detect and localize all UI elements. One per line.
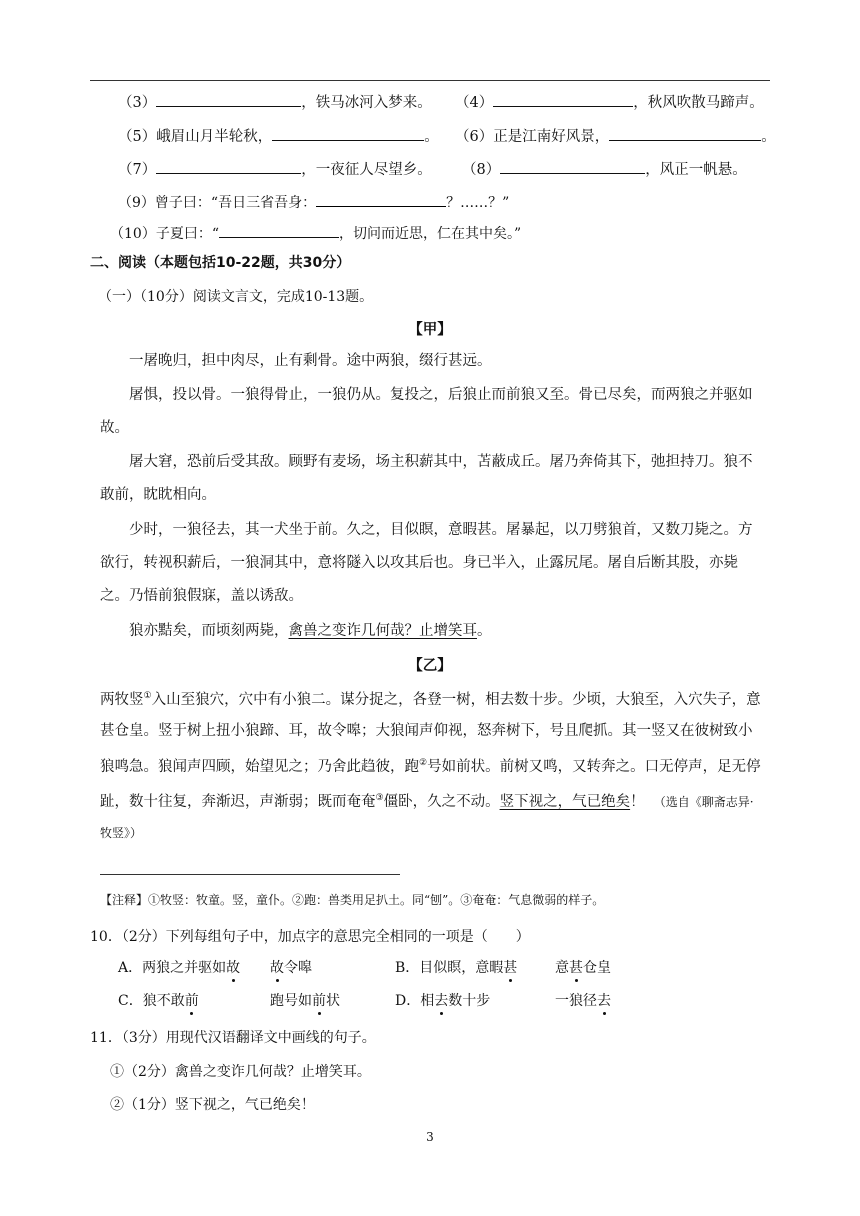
poem-line: ，切问而近思，仁在其中矣。” [338,226,522,242]
dotted-char: 去 [597,993,611,1009]
text: 两牧竖 [100,691,144,708]
text: 入山至狼穴，穴中有小狼二。谋分捉之，各登一树，相去数十步。少顷，大狼至，入穴失子，意甚仓皇。竖于树上扭小狼蹄、耳，故令嗥；大狼闻声仰视，怒奔树下，号且爬抓。其一竖又在彼树致小狼鸣急。狼闻声四顾，始望见之；乃舍此趋彼，跑 [100,691,761,775]
source-citation: （选自《聊斋志异·牧竖》） [100,794,754,841]
text: ！ [630,793,645,810]
q9-item-4 [455,91,764,112]
q10-option-a-2 [270,957,312,977]
q9-item-7 [118,158,432,179]
text: 。 [477,623,492,639]
option-label: B． [395,960,420,976]
poem-line: （9）曾子曰：“吾日三省吾身： [118,195,317,211]
footnote-rule [100,874,400,875]
jia-paragraph-2 [100,379,765,445]
annotation-note: 【注释】①牧竖：牧童。竖，童仆。②跑：兽类用足扒土。同“刨”。③奄奄：气息微弱的样子。 [100,893,605,907]
text: 狼不敢 [142,993,185,1009]
q10-option-d-2 [555,990,611,1010]
answer-blank[interactable] [609,126,761,141]
jia-paragraph-1 [100,345,765,378]
text: 数十步 [448,993,491,1009]
text: 意 [555,960,569,976]
footnote-mark: ③ [375,793,384,804]
q9-item-10 [110,223,521,243]
item-label: （4） [455,95,494,111]
option-label: A． [118,960,143,976]
jia-paragraph-4 [100,514,765,613]
poem-line: （6）正是江南好风景， [455,129,610,145]
poem-line: ，一夜征人尽望乡。 [301,162,432,178]
dotted-char: 去 [434,993,449,1009]
q10-option-d[interactable] [395,990,490,1010]
q10-option-a[interactable] [118,957,240,977]
text: 屠大窘，恐前后受其敌。顾野有麦场，场主积薪其中，苫蔽成丘。屠乃奔倚其下，弛担持刀。狼不敢前，眈眈相向。 [100,454,753,503]
punct: 。 [424,129,439,145]
answer-blank[interactable] [316,192,446,207]
header-rule [90,80,770,81]
text: 屠惧，投以骨。一狼得骨止，一狼仍从。复投之，后狼止而前狼又至。骨已尽矣，而两狼之并驱如故。 [100,387,753,436]
jia-paragraph-3 [100,446,765,512]
text: 两狼之并驱如 [142,960,227,976]
q10-stem: 10．（2分）下列每组句子中，加点字的意思完全相同的一项是（ ） [90,929,530,945]
page-number: 3 [426,1130,434,1144]
answer-blank[interactable] [272,126,424,141]
part-title: （一）（10分）阅读文言文，完成10-13题。 [98,289,374,305]
text: 一狼径 [555,993,597,1009]
poem-line: ，秋风吹散马蹄声。 [633,95,764,111]
item-label: （3） [118,95,157,111]
q10-option-c-2 [270,990,340,1010]
q11-item-2: ②（1分）竖下视之，气已绝矣！ [110,1097,315,1113]
heading-yi: 【乙】 [408,658,452,674]
q10-option-b-2 [555,957,611,977]
q9-item-9 [118,192,509,212]
poem-line: （5）峨眉山月半轮秋， [118,129,273,145]
punct: ？……？” [446,195,510,211]
underlined-sentence: 竖下视之，气已绝矣 [499,793,631,810]
jia-paragraph-5 [100,615,765,648]
text: 一屠晚归，担中肉尽，止有剩骨。途中两狼，缀行甚远。 [129,353,492,369]
q9-item-5 [118,125,439,146]
q11-stem: 11．（3分）用现代汉语翻译文中画线的句子。 [90,1030,376,1046]
item-label: （7） [118,162,157,178]
text: 状 [326,993,340,1009]
dotted-char: 故 [270,960,284,976]
text: 仓皇 [583,960,611,976]
heading-jia: 【甲】 [408,322,452,338]
dotted-char: 故 [226,960,241,976]
punct: 。 [761,129,776,145]
q9-item-8 [462,158,747,179]
dotted-char: 甚 [569,960,583,976]
option-label: C． [118,993,143,1009]
poem-line: ，风正一帆悬。 [645,162,747,178]
underlined-sentence: 禽兽之变诈几何哉？止增笑耳 [288,623,477,639]
text: 目似瞑，意暇 [419,960,504,976]
q10-option-c[interactable] [118,990,199,1010]
text: 相 [420,993,435,1009]
dotted-char: 甚 [503,960,518,976]
q9-item-3 [118,91,432,112]
q10-option-b[interactable] [395,957,517,977]
text: 令嗥 [284,960,312,976]
section-title: 二、阅读（本题包括10-22题，共30分） [90,255,351,271]
dotted-char: 前 [312,993,326,1009]
footnote-mark: ① [143,691,152,701]
poem-line: （10）子夏曰：“ [110,226,219,242]
answer-blank[interactable] [493,92,633,107]
q9-item-6 [455,125,776,146]
text: 僵卧，久之不动。 [383,793,500,810]
answer-blank[interactable] [219,223,339,238]
text: 号如前状。前树又鸣，又转奔之。口无停声，足无停趾，数十往复，奔渐迟，声渐弱；既而奄奄 [100,758,761,810]
answer-blank[interactable] [156,159,301,174]
yi-paragraph [100,681,765,850]
answer-blank[interactable] [156,92,301,107]
poem-line: ，铁马冰河入梦来。 [301,95,432,111]
text: 少时，一狼径去，其一犬坐于前。久之，目似瞑，意暇甚。屠暴起，以刀劈狼首，又数刀毙之。方欲行，转视积薪后，一狼洞其中，意将隧入以攻其后也。身已半入，止露尻尾。屠自后断其股，亦毙之。乃悟前狼假寐，盖以诱敌。 [100,522,753,604]
answer-blank[interactable] [500,159,645,174]
footnote-mark: ② [419,757,428,768]
option-label: D． [395,993,421,1009]
item-label: （8） [462,162,501,178]
q11-item-1: ①（2分）禽兽之变诈几何哉？止增笑耳。 [110,1064,371,1080]
text: 跑号如 [270,993,312,1009]
text: 狼亦黠矣，而顷刻两毙， [129,623,289,639]
dotted-char: 前 [184,993,199,1009]
